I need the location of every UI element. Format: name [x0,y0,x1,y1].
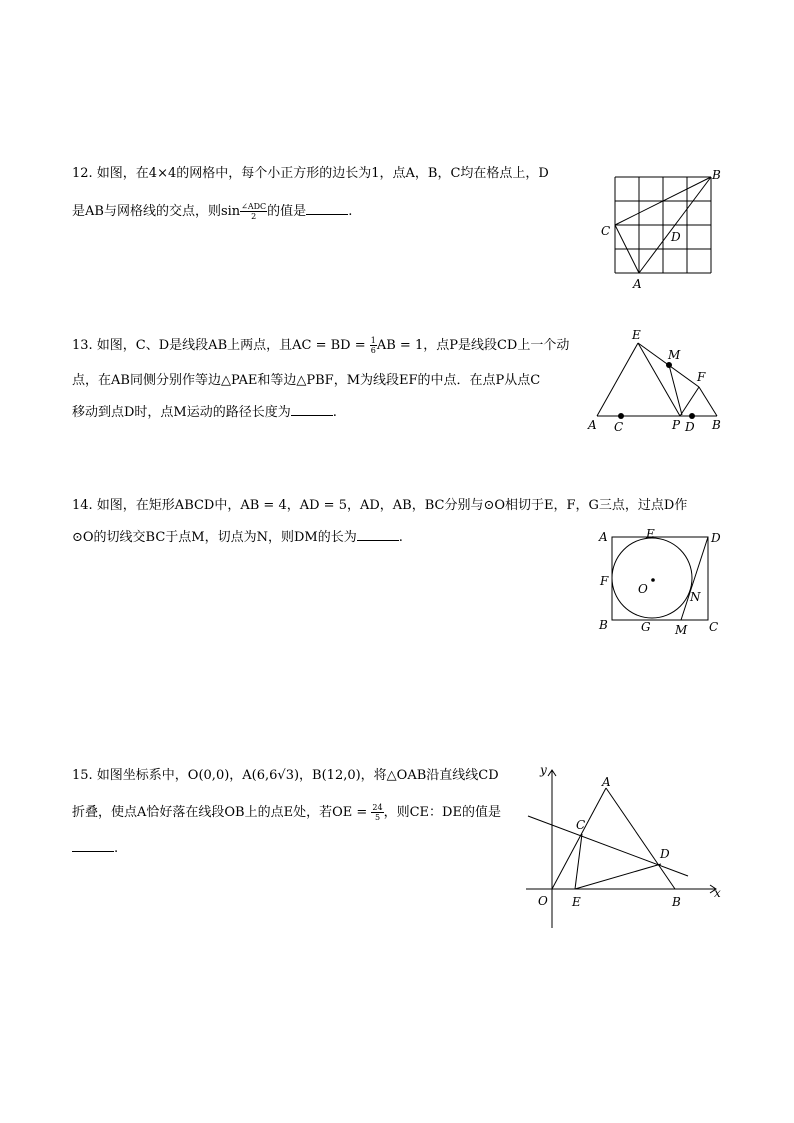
problem-15-end: . [114,841,119,856]
problem-14-text: ⊙O的切线交BC于点M，切点为N，则DM的长为 [72,530,357,545]
label-P: P [672,418,681,432]
figure-12-grid [595,165,725,299]
label-D: D [711,531,721,545]
label-A: A [588,418,597,432]
label-E: E [632,328,641,342]
problem-12-line-1: 12. 如图，在4×4的网格中，每个小正方形的边长为1，点A，B，C均在格点上，D [72,166,549,181]
label-D: D [660,847,670,861]
answer-blank[interactable] [357,528,399,541]
figure-13-triangles [585,325,730,439]
answer-blank[interactable] [306,202,348,215]
label-E: E [572,895,581,909]
label-M: M [668,348,681,362]
label-y: y [540,763,547,777]
problem-15-line-1: 15. 如图坐标系中，O(0,0)，A(6,6√3)，B(12,0)，将△OAB沿直线线CD [72,768,499,783]
figure-15-coordinate-fold [520,760,730,939]
fraction-denominator: 6 [370,346,376,355]
label-D: D [685,420,695,434]
problem-13-line-3 [72,403,337,422]
label-A: A [602,775,611,789]
label-C: C [709,620,719,634]
problem-15-line-3 [72,839,118,858]
problem-14-line-1: 14. 如图，在矩形ABCD中，AB = 4，AD = 5，AD，AB，BC分别与⊙O相切于E，F，G三点，过点D作 [72,498,688,513]
problem-12-end: . [348,204,353,219]
problem-15-line-2 [72,803,501,822]
problem-15-text: 折叠，使点A恰好落在线段OB上的点E处，若OE = [72,805,372,820]
label-M: M [675,623,688,637]
label-E: E [646,527,655,541]
problem-14-end: . [398,530,403,545]
problem-13-line-2: 点，在AB同侧分别作等边△PAE和等边△PBF，M为线段EF的中点．在点P从点C [72,373,541,388]
fraction-numerator: 1 [370,336,376,345]
half-angle-fraction [240,202,267,221]
label-N: N [690,590,701,604]
fraction-denominator: 5 [374,813,381,822]
problem-13-end: . [332,405,337,420]
label-G: G [641,620,651,634]
fraction-numerator: 24 [372,803,383,812]
problem-13-text: 移动到点D时，点M运动的路径长度为 [72,405,291,420]
problem-14-line-2 [72,528,403,547]
label-B: B [672,895,681,909]
problem-13-text: 13. 如图，C、D是线段AB上两点，且AC = BD = [72,338,370,353]
problem-15-text: ，则CE：DE的值是 [383,805,501,820]
label-O: O [538,894,548,908]
figure-14-rectangle-circle [595,525,730,644]
fraction-numerator: ∠ADC [241,202,267,211]
label-C: C [614,420,624,434]
label-B: B [599,618,608,632]
label-A: A [633,277,642,291]
answer-blank[interactable] [72,839,114,852]
oe-fraction [371,803,383,822]
label-D: D [671,230,681,244]
problem-12-text: 是AB与网格线的交点，则sin [72,204,241,219]
problem-13-line-1 [72,336,569,355]
fraction-denominator: 2 [251,212,257,221]
problem-12-text: 的值是 [267,204,307,219]
label-B: B [712,168,721,182]
label-B: B [712,418,721,432]
label-A: A [599,530,608,544]
label-F: F [600,574,609,588]
label-C: C [601,224,611,238]
answer-blank[interactable] [291,403,333,416]
one-sixth-fraction [370,336,377,355]
problem-12-line-2 [72,202,352,221]
label-C: C [576,818,586,832]
problem-13-text: AB = 1，点P是线段CD上一个动 [376,338,570,353]
label-O: O [638,582,648,596]
label-F: F [697,370,706,384]
label-x: x [714,886,721,900]
